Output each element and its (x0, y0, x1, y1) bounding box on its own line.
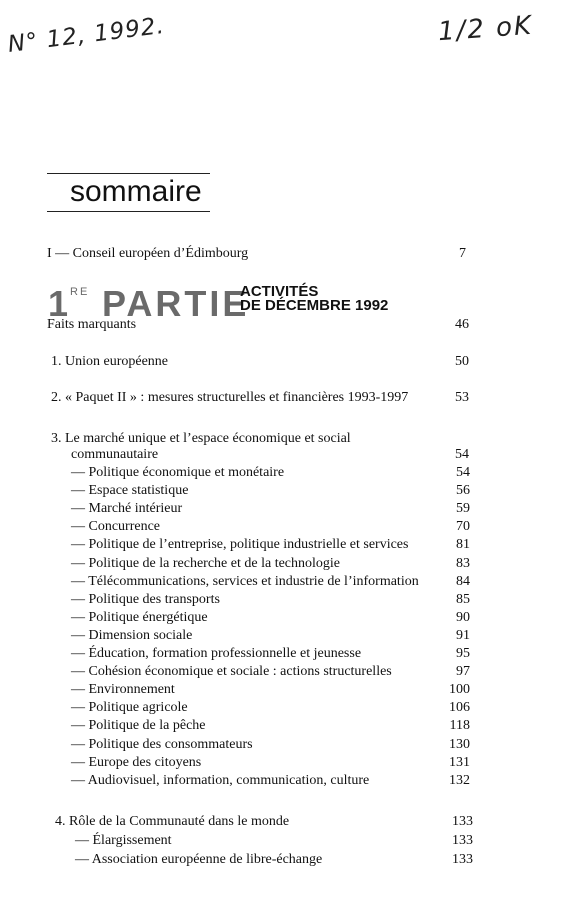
toc-s3-item-page: 59 (456, 501, 470, 517)
toc-s3-item-page: 130 (449, 736, 470, 752)
toc-s3-item-label: — Politique de la recherche et de la technologie (71, 555, 341, 571)
title-rule-bottom (47, 211, 210, 212)
toc-s2-page: 53 (455, 390, 469, 405)
toc-s4-page: 133 (452, 814, 473, 829)
title-rule-top (47, 173, 210, 174)
toc-s3-item-page: 95 (456, 646, 470, 661)
toc-intro-page: 7 (459, 246, 466, 261)
partie-suffix: RE (70, 286, 90, 298)
toc-s1-page: 50 (455, 354, 469, 369)
toc-s3-item-page: 90 (456, 609, 470, 625)
partie-heading-line1: ACTIVITÉS (240, 283, 319, 300)
toc-s3-item-label: — Espace statistique (71, 483, 189, 499)
toc-s3-item-label: — Concurrence (71, 519, 161, 535)
toc-s2-label: 2. « Paquet II » : mesures structurelles et financières 1993-1997 (51, 390, 409, 405)
toc-s3-item-page: 100 (449, 682, 470, 698)
toc-s4-label: 4. Rôle de la Communauté dans le monde (55, 814, 290, 829)
toc-s3-item-label: — Politique énergétique (71, 609, 208, 625)
toc-s3-item-label: — Environnement (71, 682, 175, 698)
toc-s3-item-label: — Télécommunications, services et industrie de l’information (71, 573, 419, 589)
toc-s3-item-page: 56 (456, 483, 470, 499)
toc-s3-item-label: — Cohésion économique et sociale : actions structurelles (71, 664, 392, 680)
toc-s3-item-label: — Politique de la pêche (71, 718, 206, 734)
toc-s4-item-page: 133 (452, 852, 473, 867)
toc-s3-item-label: — Dimension sociale (71, 627, 193, 643)
toc-s3-item-label: — Marché intérieur (71, 501, 183, 517)
toc-s3-item-label: — Éducation, formation professionnelle et jeunesse (71, 646, 362, 661)
handwritten-ok-note: 1/2 oK (437, 10, 535, 48)
partie-heading-line2: DE DÉCEMBRE 1992 (240, 297, 389, 314)
toc-s3-item-page: 118 (449, 718, 470, 734)
toc-s3-item-label: — Politique des consommateurs (71, 736, 253, 752)
toc-s3-item-page: 131 (449, 754, 470, 770)
toc-s3-item-page: 83 (456, 555, 470, 571)
toc-s4-item-label: — Élargissement (75, 833, 172, 848)
toc-s3-item-label: — Politique agricole (71, 700, 188, 716)
toc-s3-item-label: — Politique de l’entreprise, politique industrielle et services (71, 537, 409, 553)
toc-s3-item-label: — Audiovisuel, information, communication, culture (71, 772, 370, 788)
toc-s4-item-label: — Association européenne de libre-échange (75, 852, 323, 867)
toc-s3-label-cont: communautaire (71, 447, 159, 462)
toc-s3-label: 3. Le marché unique et l’espace économique et social (51, 431, 351, 446)
toc-s4-item-page: 133 (452, 833, 473, 848)
toc-s3-item-page: 84 (456, 573, 470, 589)
toc-s1-label: 1. Union européenne (51, 354, 169, 369)
toc-s3-item-label: — Europe des citoyens (71, 754, 202, 770)
toc-s3-item-page: 132 (449, 772, 470, 788)
partie-word: PARTIE (102, 283, 250, 324)
toc-s3-item-page: 91 (456, 627, 470, 643)
handwritten-issue-note: N° 12, 1992. (6, 12, 167, 58)
toc-s3-item-page: 81 (456, 537, 470, 553)
toc-s3-page: 54 (455, 447, 469, 462)
toc-s3-item-label: — Politique économique et monétaire (71, 465, 285, 480)
toc-intro-label: I — Conseil européen d’Édimbourg (47, 246, 249, 261)
toc-s3-item-page: 97 (456, 664, 470, 680)
page-title: sommaire (70, 175, 202, 208)
toc-s3-item-label: — Politique des transports (71, 591, 220, 607)
toc-s3-item-page: 85 (456, 591, 470, 607)
toc-s3-item-page: 54 (456, 465, 470, 480)
toc-faits-label: Faits marquants (47, 317, 137, 332)
toc-s3-item-page: 106 (449, 700, 470, 716)
toc-s3-item-page: 70 (456, 519, 470, 535)
partie-number: 1 (48, 283, 72, 324)
toc-faits-page: 46 (455, 317, 469, 332)
